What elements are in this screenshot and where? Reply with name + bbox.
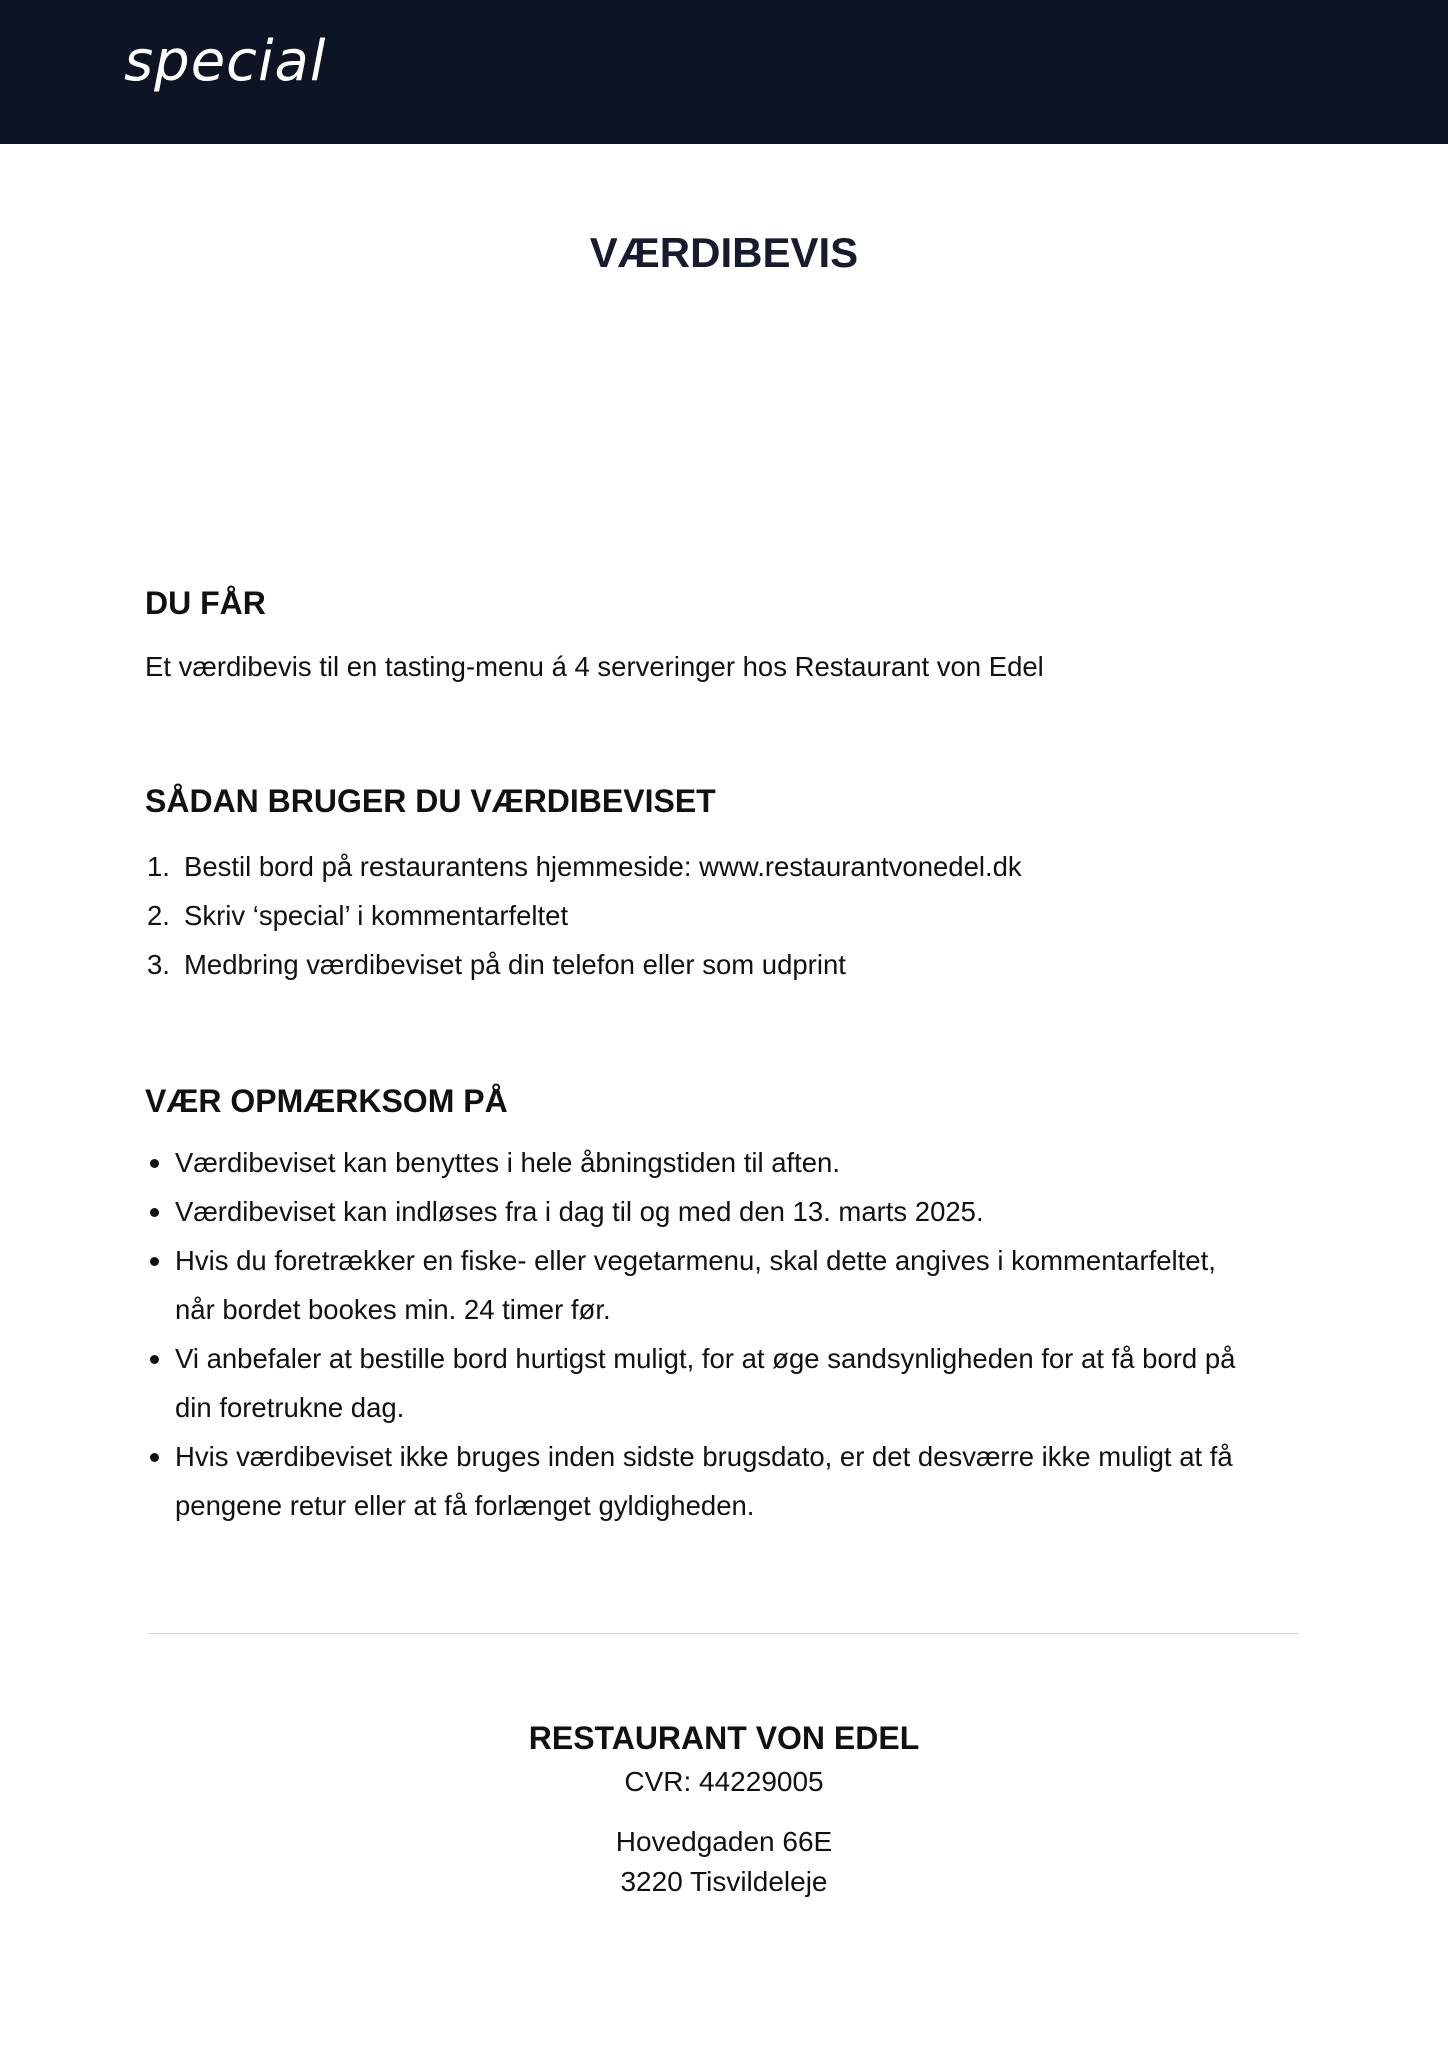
- step-number: 3.: [147, 949, 170, 981]
- address-street: Hovedgaden 66E: [615, 1826, 833, 1857]
- list-item: [145, 842, 1265, 891]
- address-city: 3220 Tisvildeleje: [620, 1866, 828, 1897]
- note-text: Værdibeviset kan indløses fra i dag til og med den 13. marts 2025.: [175, 1196, 984, 1228]
- bullet-icon: [145, 1334, 175, 1432]
- step-text: Skriv ‘special’ i kommentarfeltet: [184, 900, 569, 932]
- note-text: Hvis du foretrækker en fiske- eller vegetarmenu, skal dette angives i kommentarfeltet, når bordet bookes min. 24 timer før.: [175, 1245, 1216, 1326]
- bullet-icon: [145, 1432, 175, 1530]
- section-usage: [145, 782, 1265, 989]
- header-bar: [0, 0, 1448, 144]
- list-item: [145, 1236, 1255, 1334]
- notes-list: [145, 1138, 1265, 1530]
- section-heading: DU FÅR: [145, 585, 266, 621]
- bullet-icon: [145, 1236, 175, 1334]
- usage-steps-list: [145, 842, 1265, 989]
- cvr-number: CVR: 44229005: [624, 1766, 824, 1797]
- restaurant-name: RESTAURANT VON EDEL: [528, 1720, 920, 1756]
- list-item: [145, 891, 1265, 940]
- section-notes: [145, 1082, 1265, 1530]
- section-heading: SÅDAN BRUGER DU VÆRDIBEVISET: [145, 783, 716, 819]
- bullet-icon: [145, 1138, 175, 1187]
- offer-description: Et værdibevis til en tasting-menu á 4 serveringer hos Restaurant von Edel: [145, 651, 1044, 683]
- list-item: [145, 1187, 1255, 1236]
- footer: [0, 1716, 1448, 1902]
- note-text: Vi anbefaler at bestille bord hurtigst muligt, for at øge sandsynligheden for at få bord på din foretrukne dag.: [175, 1343, 1236, 1424]
- step-number: 1.: [147, 851, 170, 883]
- section-du-faar: [145, 584, 1265, 691]
- note-text: Værdibeviset kan benyttes i hele åbningstiden til aften.: [175, 1147, 840, 1179]
- document-title: VÆRDIBEVIS: [589, 229, 859, 276]
- step-text: Bestil bord på restaurantens hjemmeside: www.restaurantvonedel.dk: [184, 851, 1022, 883]
- section-heading: VÆR OPMÆRKSOM PÅ: [145, 1083, 508, 1119]
- list-item: [145, 1432, 1255, 1530]
- address: [0, 1822, 1448, 1902]
- note-text: Hvis værdibeviset ikke bruges inden sidste brugsdato, er det desværre ikke muligt at få pengene retur eller at få forlænget gyldigheden.: [175, 1441, 1233, 1522]
- step-number: 2.: [147, 900, 170, 932]
- list-item: [145, 1334, 1255, 1432]
- step-text: Medbring værdibeviset på din telefon eller som udprint: [184, 949, 846, 981]
- list-item: [145, 940, 1265, 989]
- bullet-icon: [145, 1187, 175, 1236]
- list-item: [145, 1138, 1255, 1187]
- divider: [149, 1633, 1298, 1634]
- brand-logo: special: [124, 29, 327, 94]
